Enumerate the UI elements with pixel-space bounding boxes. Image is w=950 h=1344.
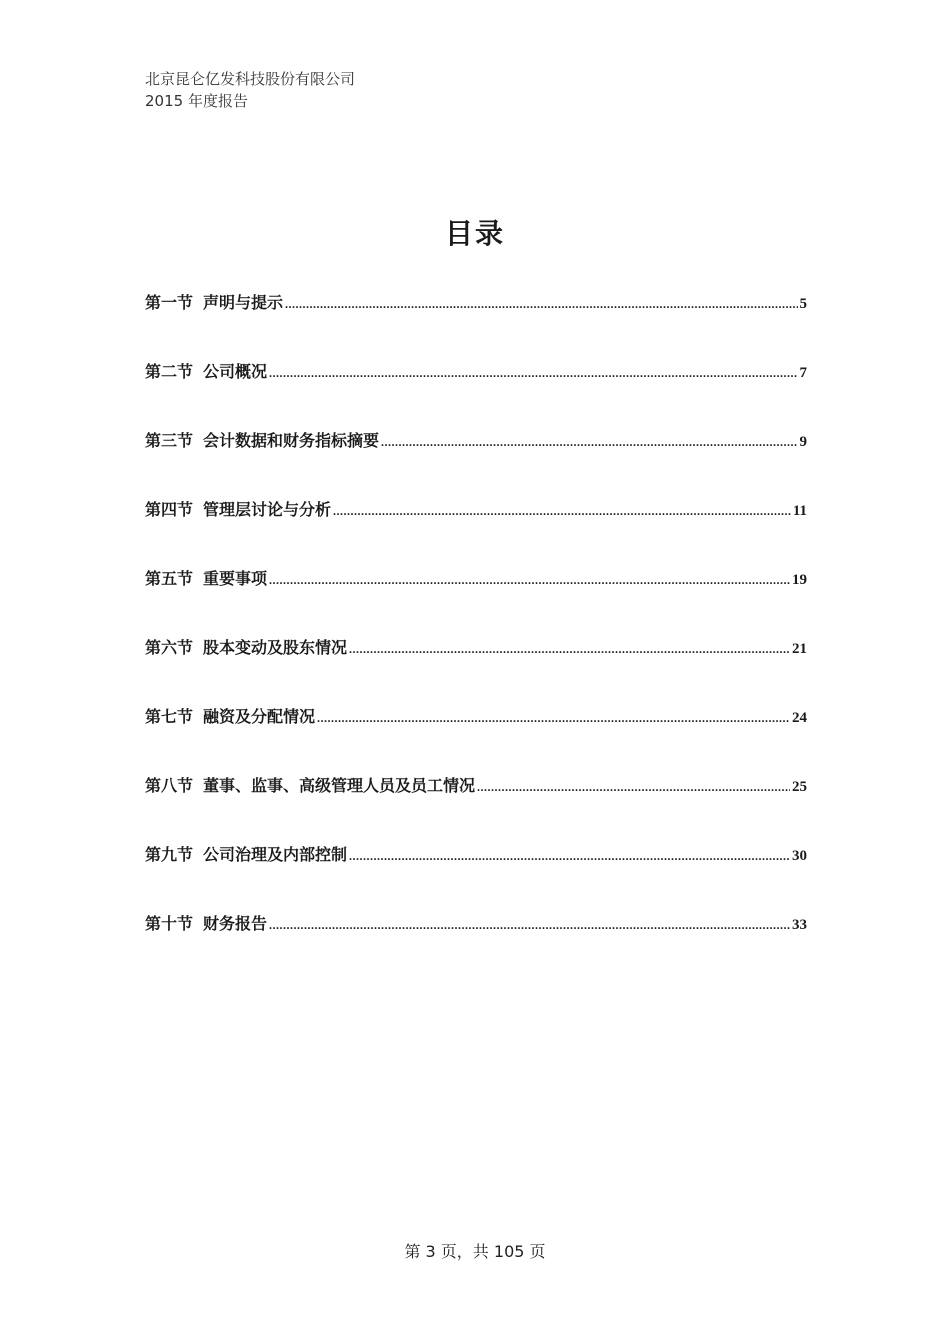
toc-item-page: 7	[799, 365, 807, 381]
page-header	[145, 68, 355, 112]
toc-item-page: 24	[792, 710, 807, 726]
toc-item-page: 21	[792, 641, 807, 657]
toc-item-name: 重要事项	[203, 569, 268, 588]
toc-item-page: 25	[792, 779, 807, 795]
toc-item-1[interactable]	[145, 290, 807, 359]
toc-item-number: 第三节	[145, 431, 194, 450]
toc-item-8[interactable]	[145, 773, 807, 842]
toc-item-number: 第四节	[145, 500, 194, 519]
toc-item-2[interactable]	[145, 359, 807, 428]
toc-leader-dots	[317, 705, 790, 731]
toc-item-name: 公司治理及内部控制	[203, 845, 348, 864]
toc-item-page: 5	[799, 296, 807, 312]
toc-item-page: 19	[792, 572, 807, 588]
toc-item-name: 融资及分配情况	[203, 707, 316, 726]
toc-leader-dots	[333, 498, 791, 524]
toc-leader-dots	[285, 291, 797, 317]
toc-item-number: 第九节	[145, 845, 194, 864]
toc-leader-dots	[477, 774, 790, 800]
toc-item-number: 第一节	[145, 293, 194, 312]
company-name: 北京昆仑亿发科技股份有限公司	[145, 70, 356, 88]
toc-item-name: 管理层讨论与分析	[203, 500, 332, 519]
toc-leader-dots	[269, 912, 790, 938]
toc-item-3[interactable]	[145, 428, 807, 497]
toc-item-6[interactable]	[145, 635, 807, 704]
toc-item-10[interactable]	[145, 911, 807, 980]
toc-item-9[interactable]	[145, 842, 807, 911]
toc-item-5[interactable]	[145, 566, 807, 635]
toc-item-4[interactable]	[145, 497, 807, 566]
toc-leader-dots	[269, 567, 790, 593]
toc-item-name: 财务报告	[203, 914, 268, 933]
toc-item-page: 11	[792, 503, 807, 519]
toc-item-number: 第十节	[145, 914, 194, 933]
toc-item-7[interactable]	[145, 704, 807, 773]
toc-item-page: 9	[799, 434, 807, 450]
page-footer: 第 3 页，共 105 页	[404, 1242, 546, 1261]
toc-item-name: 股本变动及股东情况	[203, 638, 348, 657]
toc-leader-dots	[349, 636, 790, 662]
toc-item-name: 公司概况	[203, 362, 268, 381]
toc-title: 目录	[444, 217, 505, 250]
toc-item-name: 董事、监事、高级管理人员及员工情况	[203, 776, 476, 795]
toc-item-page: 30	[792, 848, 807, 864]
toc-leader-dots	[269, 360, 797, 386]
toc-item-number: 第五节	[145, 569, 194, 588]
toc-item-name: 声明与提示	[203, 293, 284, 312]
toc-leader-dots	[381, 429, 797, 455]
table-of-contents	[145, 290, 807, 980]
toc-item-number: 第七节	[145, 707, 194, 726]
toc-item-page: 33	[792, 917, 807, 933]
toc-item-name: 会计数据和财务指标摘要	[203, 431, 380, 450]
toc-leader-dots	[349, 843, 790, 869]
toc-item-number: 第六节	[145, 638, 194, 657]
toc-item-number: 第二节	[145, 362, 194, 381]
report-title: 2015 年度报告	[145, 92, 248, 110]
toc-item-number: 第八节	[145, 776, 194, 795]
